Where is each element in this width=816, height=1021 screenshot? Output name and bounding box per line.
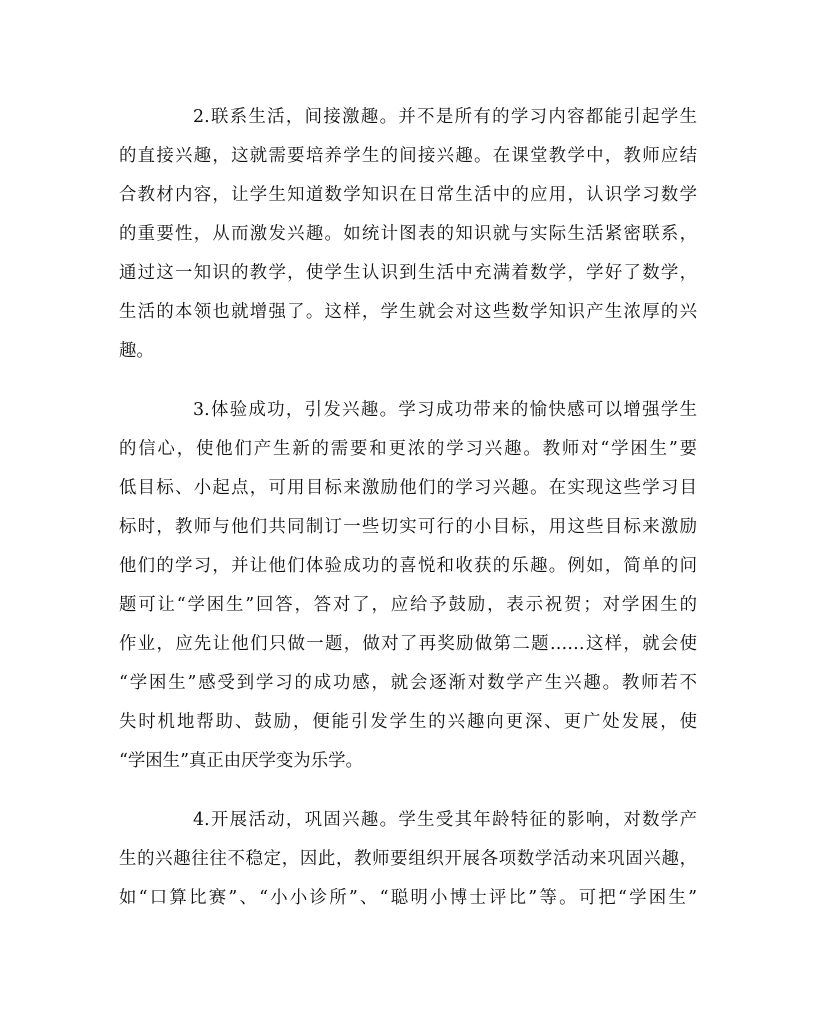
paragraph-1-line-4: 的重要性，从而激发兴趣。如统计图表的知识就与实际生活紧密联系， (119, 224, 697, 244)
paragraph-2-line-10: “学困生”真正由厌学变为乐学。 (119, 751, 363, 771)
paragraph-2-line-4: 标时，教师与他们共同制订一些切实可行的小目标，用这些目标来激励 (119, 517, 697, 537)
paragraph-2-line-8: “学困生”感受到学习的成功感，就会逐渐对数学产生兴趣。教师若不 (119, 673, 697, 693)
paragraph-3-line-2: 生的兴趣往往不稳定，因此，教师要组织开展各项数学活动来巩固兴趣， (119, 849, 697, 869)
paragraph-2-line-9: 失时机地帮助、鼓励，便能引发学生的兴趣向更深、更广处发展，使 (119, 712, 697, 732)
paragraph-3-line-1: 4.开展活动，巩固兴趣。学生受其年龄特征的影响，对数学产 (193, 810, 697, 830)
paragraph-2-line-1: 3.体验成功，引发兴趣。学习成功带来的愉快感可以增强学生 (193, 400, 697, 420)
paragraph-2-line-6: 题可让“学困生”回答，答对了，应给予鼓励，表示祝贺；对学困生的 (119, 595, 697, 615)
paragraph-3-line-3: 如“口算比赛”、“小小诊所”、“聪明小博士评比”等。可把“学困生” (119, 888, 697, 908)
paragraph-1-line-5: 通过这一知识的教学，使学生认识到生活中充满着数学，学好了数学， (119, 263, 697, 283)
paragraph-1-line-3: 合教材内容，让学生知道数学知识在日常生活中的应用，认识学习数学 (119, 185, 697, 205)
paragraph-2-line-5: 他们的学习，并让他们体验成功的喜悦和收获的乐趣。例如，简单的问 (119, 556, 697, 576)
paragraph-2-line-2: 的信心，使他们产生新的需要和更浓的学习兴趣。教师对“学困生”要 (119, 439, 697, 459)
paragraph-1-line-1: 2.联系生活，间接激趣。并不是所有的学习内容都能引起学生 (193, 107, 697, 127)
paragraph-1-line-6: 生活的本领也就增强了。这样，学生就会对这些数学知识产生浓厚的兴 (119, 302, 697, 322)
paragraph-2-line-7: 作业，应先让他们只做一题，做对了再奖励做第二题……这样，就会使 (119, 634, 697, 654)
paragraph-2-line-3: 低目标、小起点，可用目标来激励他们的学习兴趣。在实现这些学习目 (119, 478, 697, 498)
paragraph-1-line-7: 趣。 (119, 341, 154, 361)
paragraph-1-line-2: 的直接兴趣，这就需要培养学生的间接兴趣。在课堂教学中，教师应结 (119, 146, 697, 166)
